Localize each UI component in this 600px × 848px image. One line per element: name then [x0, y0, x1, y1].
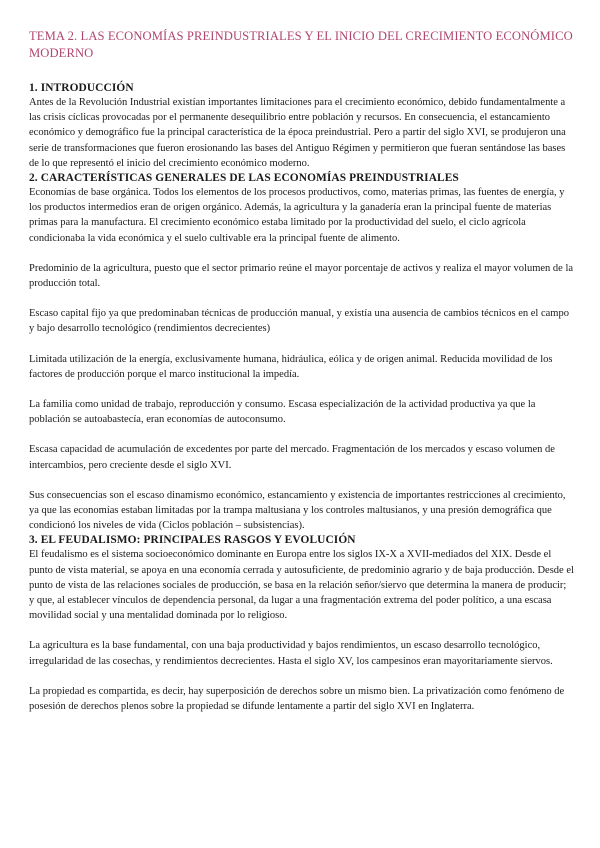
- section-heading: 3. EL FEUDALISMO: PRINCIPALES RASGOS Y EVOLUCIÓN: [29, 534, 356, 547]
- section-introduccion: [29, 81, 574, 171]
- paragraph: Sus consecuencias son el escaso dinamismo económico, estancamiento y existencia de importantes restricciones al crecimiento, ya que las economías estaban limitadas por la trampa maltusiana y los controles maltusianos, y una presión demográfica que condicionó los niveles de vida (Ciclos población – subsistencias).: [29, 489, 566, 532]
- section-caracteristicas: [29, 171, 574, 533]
- paragraph: El feudalismo es el sistema socioeconómico dominante en Europa entre los siglos IX-X a XVII-mediados del XIX. Desde el punto de vista material, se apoya en una economía cerrada y autosuficiente, de predominio agrario y de baja producción. Desde el punto de vista de las relaciones sociales de producción, se basa en la relación señor/siervo que determina la manera de producir; y que, al establecer vínculos de dependencia personal, da lugar a una fragmentación extrema del poder político, a una escasa movilidad social y una mentalidad dominada por lo religioso.: [29, 549, 574, 622]
- document-page: [29, 28, 574, 714]
- section-heading: 1. INTRODUCCIÓN: [29, 82, 134, 94]
- paragraph: La agricultura es la base fundamental, con una baja productividad y bajos rendimientos, un escaso desarrollo tecnológico, irregularidad de las cosechas, y rendimientos decrecientes. Hasta el siglo XV, los campesinos eran mayoritariamente siervos.: [29, 640, 553, 667]
- section-feudalismo: [29, 533, 574, 714]
- paragraph: Limitada utilización de la energía, exclusivamente humana, hidráulica, eólica y de origen animal. Reducida movilidad de los factores de producción porque el marco institucional la impedía.: [29, 353, 553, 380]
- paragraph: La familia como unidad de trabajo, reproducción y consumo. Escasa especialización de la actividad productiva ya que la población se autoabastecía, eran economías de autoconsumo.: [29, 399, 536, 426]
- page-title: TEMA 2. LAS ECONOMÍAS PREINDUSTRIALES Y EL INICIO DEL CRECIMIENTO ECONÓMICO MODERNO: [29, 29, 573, 60]
- paragraph: Economías de base orgánica. Todos los elementos de los procesos productivos, como, materias primas, las fuentes de energía, y los productos intermedios eran de origen orgánico. Además, la agricultura y la ganadería eran la principal fuente de materias primas para la manufactura. El crecimiento económico estaba limitado por la productividad del suelo, el ciclo agrícola condicionaba la vida económica y el suelo cultivable era la principal fuente de alimento.: [29, 187, 565, 244]
- paragraph: Escasa capacidad de acumulación de excedentes por parte del mercado. Fragmentación de los mercados y escaso volumen de intercambios, pero creciente desde el siglo XVI.: [29, 444, 555, 471]
- paragraph: Antes de la Revolución Industrial existían importantes limitaciones para el crecimiento económico, debido fundamentalmente a las crisis cíclicas provocadas por el permanente desequilibrio entre población y recursos. En consecuencia, el estancamiento económico y demográfico fue la principal característica de la época preindustrial. Pero a partir del siglo XVI, se produjeron una serie de transformaciones que fueron erosionando las bases del Antiguo Régimen y permitieron que fueran sentándose las bases de lo que representó el inicio del crecimiento económico moderno.: [29, 97, 566, 169]
- paragraph: Predominio de la agricultura, puesto que el sector primario reúne el mayor porcentaje de activos y realiza el mayor volumen de la producción total.: [29, 262, 574, 290]
- paragraph: Escaso capital fijo ya que predominaban técnicas de producción manual, y existía una ausencia de cambios técnicos en el campo y bajo desarrollo tecnológico (rendimientos decrecientes): [29, 308, 569, 335]
- section-heading: 2. CARACTERÍSTICAS GENERALES DE LAS ECONOMÍAS PREINDUSTRIALES: [29, 172, 459, 185]
- paragraph: La propiedad es compartida, es decir, hay superposición de derechos sobre un mismo bien. La privatización como fenómeno de posesión de derechos plenos sobre la propiedad se difunde lentamente a partir del siglo XVI en Inglaterra.: [29, 685, 565, 713]
